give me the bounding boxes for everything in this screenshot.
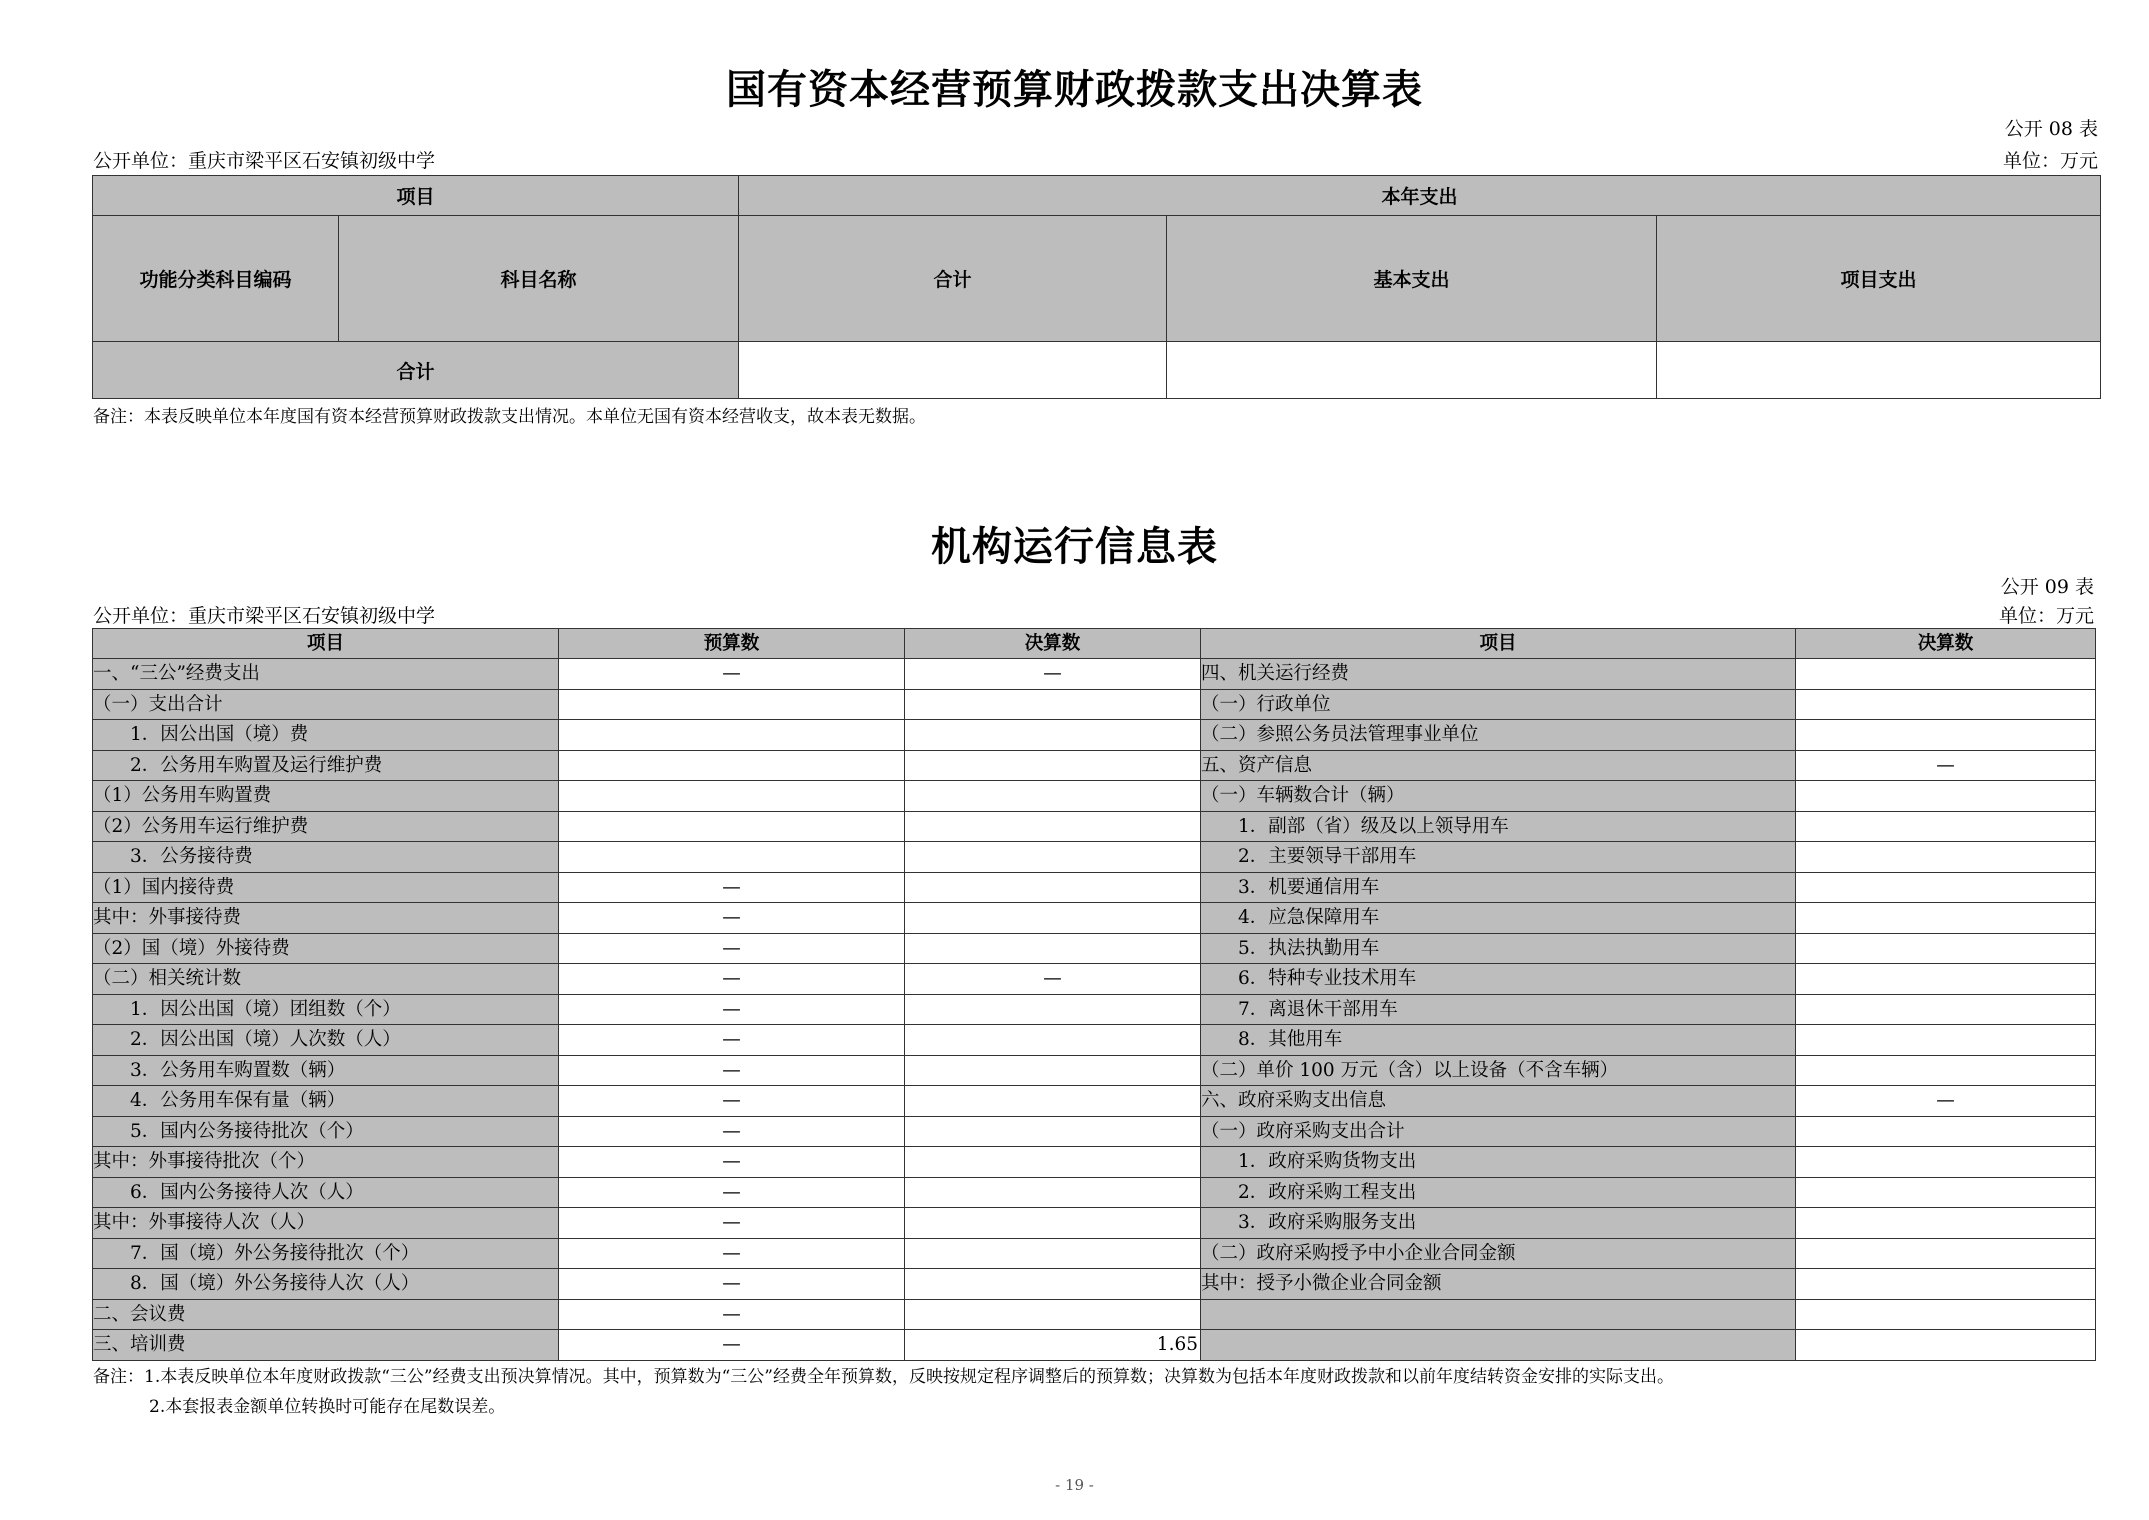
row-final-left xyxy=(905,1177,1201,1208)
table08 xyxy=(92,175,2101,399)
row-final-right xyxy=(1796,1330,2096,1361)
row-budget xyxy=(559,811,905,842)
table08-header-project-exp: 项目支出 xyxy=(1657,216,2101,342)
row-item-left: （2）国（境）外接待费 xyxy=(93,933,559,964)
row-item-right: 1．政府采购货物支出 xyxy=(1201,1147,1796,1178)
table-row xyxy=(93,1208,2096,1239)
row-item-right xyxy=(1201,1299,1796,1330)
row-item-left: 三、培训费 xyxy=(93,1330,559,1361)
row-budget: — xyxy=(559,872,905,903)
row-final-right xyxy=(1796,781,2096,812)
table-row xyxy=(93,1177,2096,1208)
row-final-right xyxy=(1796,1025,2096,1056)
row-item-right: 7．离退休干部用车 xyxy=(1201,994,1796,1025)
row-item-right: （二）参照公务员法管理事业单位 xyxy=(1201,720,1796,751)
row-final-right xyxy=(1796,903,2096,934)
table08-code: 公开 08 表 xyxy=(2004,118,2098,140)
table-row xyxy=(93,720,2096,751)
row-budget: — xyxy=(559,1299,905,1330)
row-item-right: 4．应急保障用车 xyxy=(1201,903,1796,934)
row-budget: — xyxy=(559,1147,905,1178)
row-budget: — xyxy=(559,1025,905,1056)
row-item-right: 六、政府采购支出信息 xyxy=(1201,1086,1796,1117)
row-item-left: 二、会议费 xyxy=(93,1299,559,1330)
row-item-right: （一）车辆数合计（辆） xyxy=(1201,781,1796,812)
table-row xyxy=(93,1269,2096,1300)
table-row xyxy=(93,1330,2096,1361)
row-item-right xyxy=(1201,1330,1796,1361)
table08-header-name: 科目名称 xyxy=(339,216,739,342)
row-budget: — xyxy=(559,903,905,934)
row-item-right: （二）单价 100 万元（含）以上设备（不含车辆） xyxy=(1201,1055,1796,1086)
row-final-right: — xyxy=(1796,1086,2096,1117)
row-budget: — xyxy=(559,1177,905,1208)
table08-project-cell xyxy=(1657,342,2101,399)
row-item-left: （1）国内接待费 xyxy=(93,872,559,903)
row-final-left xyxy=(905,1208,1201,1239)
table09-header-budget: 预算数 xyxy=(559,629,905,659)
table08-basic-cell xyxy=(1167,342,1657,399)
row-budget: — xyxy=(559,1086,905,1117)
row-budget: — xyxy=(559,659,905,690)
row-item-left: （2）公务用车运行维护费 xyxy=(93,811,559,842)
table09-note2: 2.本套报表金额单位转换时可能存在尾数误差。 xyxy=(149,1397,506,1417)
table-row xyxy=(93,994,2096,1025)
table08-note: 备注：本表反映单位本年度国有资本经营预算财政拨款支出情况。本单位无国有资本经营收支，故本表无数据。 xyxy=(93,407,926,427)
table-row xyxy=(93,1116,2096,1147)
row-final-left xyxy=(905,1116,1201,1147)
row-item-right: （二）政府采购授予中小企业合同金额 xyxy=(1201,1238,1796,1269)
table-row xyxy=(93,1238,2096,1269)
row-final-left: — xyxy=(905,659,1201,690)
row-item-left: 1．因公出国（境）费 xyxy=(93,720,559,751)
table-row xyxy=(93,842,2096,873)
row-budget: — xyxy=(559,1055,905,1086)
row-item-left: 2．因公出国（境）人次数（人） xyxy=(93,1025,559,1056)
row-item-right: 四、机关运行经费 xyxy=(1201,659,1796,690)
table08-unit: 单位：万元 xyxy=(2002,150,2098,172)
row-final-left: — xyxy=(905,964,1201,995)
row-final-right xyxy=(1796,1177,2096,1208)
row-item-left: （1）公务用车购置费 xyxy=(93,781,559,812)
row-final-right xyxy=(1796,1299,2096,1330)
row-final-left xyxy=(905,1147,1201,1178)
row-item-left: （一）支出合计 xyxy=(93,689,559,720)
table-row xyxy=(93,1147,2096,1178)
table08-header-project: 项目 xyxy=(93,176,739,216)
table09-header-item-left: 项目 xyxy=(93,629,559,659)
row-budget xyxy=(559,689,905,720)
row-item-left: 2．公务用车购置及运行维护费 xyxy=(93,750,559,781)
row-item-right: 1．副部（省）级及以上领导用车 xyxy=(1201,811,1796,842)
row-item-left: 3．公务接待费 xyxy=(93,842,559,873)
row-final-left xyxy=(905,750,1201,781)
table-row xyxy=(93,1299,2096,1330)
row-budget: — xyxy=(559,964,905,995)
row-item-left: （二）相关统计数 xyxy=(93,964,559,995)
table-row xyxy=(93,933,2096,964)
table08-title: 国有资本经营预算财政拨款支出决算表 xyxy=(726,67,1423,113)
row-final-left xyxy=(905,903,1201,934)
table09-header-final-right: 决算数 xyxy=(1796,629,2096,659)
table-row xyxy=(93,811,2096,842)
row-final-left xyxy=(905,994,1201,1025)
row-item-right: 五、资产信息 xyxy=(1201,750,1796,781)
row-final-right xyxy=(1796,659,2096,690)
row-item-left: 4．公务用车保有量（辆） xyxy=(93,1086,559,1117)
row-item-right: （一）行政单位 xyxy=(1201,689,1796,720)
row-budget xyxy=(559,750,905,781)
row-item-right: （一）政府采购支出合计 xyxy=(1201,1116,1796,1147)
page-number: - 19 - xyxy=(1055,1476,1094,1494)
row-final-left xyxy=(905,720,1201,751)
row-budget: — xyxy=(559,1330,905,1361)
row-final-left xyxy=(905,1025,1201,1056)
row-final-left: 1.65 xyxy=(905,1330,1201,1361)
row-budget xyxy=(559,842,905,873)
table09-code: 公开 09 表 xyxy=(2000,576,2094,598)
row-final-right xyxy=(1796,1147,2096,1178)
row-final-right xyxy=(1796,1238,2096,1269)
row-item-left: 其中：外事接待人次（人） xyxy=(93,1208,559,1239)
row-item-left: 5．国内公务接待批次（个） xyxy=(93,1116,559,1147)
row-item-right: 2．政府采购工程支出 xyxy=(1201,1177,1796,1208)
row-item-left: 3．公务用车购置数（辆） xyxy=(93,1055,559,1086)
row-final-right xyxy=(1796,964,2096,995)
row-budget: — xyxy=(559,994,905,1025)
row-item-right: 6．特种专业技术用车 xyxy=(1201,964,1796,995)
row-final-left xyxy=(905,842,1201,873)
row-final-right xyxy=(1796,994,2096,1025)
row-final-left xyxy=(905,1086,1201,1117)
row-item-left: 其中：外事接待批次（个） xyxy=(93,1147,559,1178)
row-final-right xyxy=(1796,1208,2096,1239)
row-final-left xyxy=(905,1269,1201,1300)
row-final-left xyxy=(905,933,1201,964)
row-final-left xyxy=(905,781,1201,812)
table-row xyxy=(93,659,2096,690)
row-budget xyxy=(559,720,905,751)
row-item-left: 一、“三公”经费支出 xyxy=(93,659,559,690)
row-item-right: 3．机要通信用车 xyxy=(1201,872,1796,903)
table-row xyxy=(93,750,2096,781)
row-item-right: 2．主要领导干部用车 xyxy=(1201,842,1796,873)
row-final-right xyxy=(1796,842,2096,873)
row-budget: — xyxy=(559,1208,905,1239)
row-item-right: 8．其他用车 xyxy=(1201,1025,1796,1056)
table08-header-current-year: 本年支出 xyxy=(739,176,2101,216)
table08-header-basic: 基本支出 xyxy=(1167,216,1657,342)
row-final-right xyxy=(1796,1116,2096,1147)
table-row xyxy=(93,1025,2096,1056)
row-budget: — xyxy=(559,1269,905,1300)
table09-note1: 备注：1.本表反映单位本年度财政拨款“三公”经费支出预决算情况。其中，预算数为“三公”经费全年预算数，反映按规定程序调整后的预算数；决算数为包括本年度财政拨款和以前年度结转资金安排的实际支出。 xyxy=(93,1367,1674,1387)
table-row xyxy=(93,1086,2096,1117)
row-budget xyxy=(559,781,905,812)
row-budget: — xyxy=(559,1116,905,1147)
row-final-right xyxy=(1796,872,2096,903)
table-row xyxy=(93,964,2096,995)
row-budget: — xyxy=(559,1238,905,1269)
table08-header-total: 合计 xyxy=(739,216,1167,342)
row-item-left: 6．国内公务接待人次（人） xyxy=(93,1177,559,1208)
table08-unit-name: 公开单位：重庆市梁平区石安镇初级中学 xyxy=(93,150,436,172)
row-final-left xyxy=(905,1055,1201,1086)
row-final-right xyxy=(1796,720,2096,751)
table-row xyxy=(93,781,2096,812)
table09 xyxy=(92,628,2096,1361)
row-final-left xyxy=(905,872,1201,903)
row-final-left xyxy=(905,689,1201,720)
table08-total-cell xyxy=(739,342,1167,399)
row-final-left xyxy=(905,1299,1201,1330)
row-final-right xyxy=(1796,811,2096,842)
row-item-left: 8．国（境）外公务接待人次（人） xyxy=(93,1269,559,1300)
table08-total-label: 合计 xyxy=(93,342,739,399)
table-row xyxy=(93,1055,2096,1086)
table-row xyxy=(93,903,2096,934)
row-final-left xyxy=(905,811,1201,842)
row-item-left: 其中：外事接待费 xyxy=(93,903,559,934)
table-row xyxy=(93,689,2096,720)
table09-title: 机构运行信息表 xyxy=(931,524,1218,570)
table-row xyxy=(93,872,2096,903)
table09-header-final-left: 决算数 xyxy=(905,629,1201,659)
row-item-right: 其中：授予小微企业合同金额 xyxy=(1201,1269,1796,1300)
row-final-left xyxy=(905,1238,1201,1269)
row-final-right xyxy=(1796,1269,2096,1300)
row-budget: — xyxy=(559,933,905,964)
table08-header-code: 功能分类科目编码 xyxy=(93,216,339,342)
row-final-right xyxy=(1796,1055,2096,1086)
row-item-left: 7．国（境）外公务接待批次（个） xyxy=(93,1238,559,1269)
row-final-right xyxy=(1796,933,2096,964)
row-final-right xyxy=(1796,689,2096,720)
row-final-right: — xyxy=(1796,750,2096,781)
table09-unit-name: 公开单位：重庆市梁平区石安镇初级中学 xyxy=(93,605,436,627)
row-item-left: 1．因公出国（境）团组数（个） xyxy=(93,994,559,1025)
table09-unit: 单位：万元 xyxy=(1998,605,2094,627)
row-item-right: 3．政府采购服务支出 xyxy=(1201,1208,1796,1239)
row-item-right: 5．执法执勤用车 xyxy=(1201,933,1796,964)
table09-header-item-right: 项目 xyxy=(1201,629,1796,659)
